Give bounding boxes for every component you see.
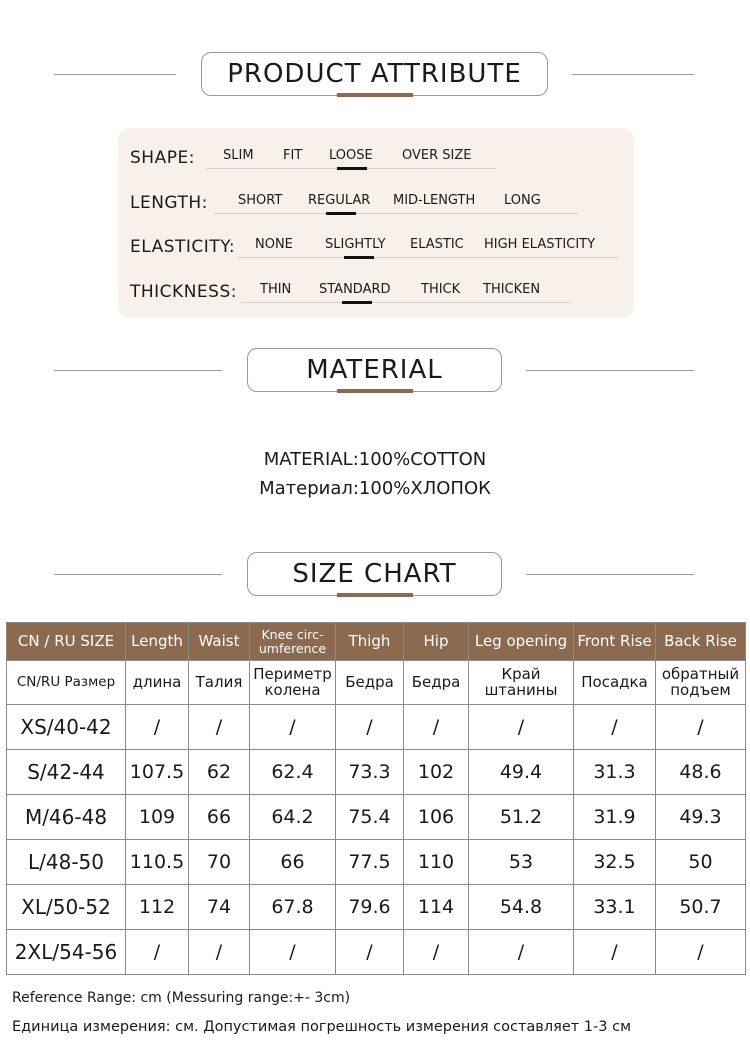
column-header-ru: Бедра bbox=[336, 661, 404, 705]
table-cell: 73.3 bbox=[336, 750, 404, 795]
attr-option: HIGH ELASTICITY bbox=[484, 237, 596, 252]
column-header: Back Rise bbox=[656, 623, 746, 661]
title-accent bbox=[337, 593, 413, 597]
table-cell: / bbox=[336, 930, 404, 975]
column-header: Thigh bbox=[336, 623, 404, 661]
size-chart-table bbox=[6, 622, 746, 975]
material-title-text: MATERIAL bbox=[306, 355, 443, 385]
table-cell: 64.2 bbox=[250, 795, 336, 840]
table-cell: / bbox=[404, 930, 469, 975]
size-chart-title bbox=[247, 552, 502, 596]
attr-label: ELASTICITY: bbox=[130, 237, 236, 257]
table-row bbox=[7, 840, 746, 885]
table-row bbox=[7, 885, 746, 930]
size-cell: XL/50-52 bbox=[7, 885, 126, 930]
table-cell: / bbox=[656, 705, 746, 750]
attr-option: THICK bbox=[421, 282, 461, 297]
column-header-ru: Бедра bbox=[404, 661, 469, 705]
attr-row-length bbox=[118, 187, 634, 217]
column-header-ru: Посадка bbox=[574, 661, 656, 705]
table-cell: / bbox=[189, 705, 250, 750]
attr-option: NONE bbox=[255, 237, 293, 252]
attr-option-selected: LOOSE bbox=[329, 148, 373, 163]
table-cell: 49.4 bbox=[469, 750, 574, 795]
table-cell: / bbox=[469, 930, 574, 975]
table-cell: / bbox=[469, 705, 574, 750]
attr-option: MID-LENGTH bbox=[393, 193, 476, 208]
material-header bbox=[0, 348, 750, 398]
table-cell: 66 bbox=[189, 795, 250, 840]
table-cell: / bbox=[656, 930, 746, 975]
table-cell: 110.5 bbox=[126, 840, 189, 885]
column-header: Knee circ-umference bbox=[250, 623, 336, 661]
table-cell: 79.6 bbox=[336, 885, 404, 930]
table-cell: 70 bbox=[189, 840, 250, 885]
table-cell: / bbox=[574, 930, 656, 975]
selected-marker bbox=[337, 167, 367, 170]
divider-right bbox=[572, 74, 694, 75]
attr-option: OVER SIZE bbox=[402, 148, 472, 163]
divider-left bbox=[54, 74, 176, 75]
table-row bbox=[7, 795, 746, 840]
table-cell: 77.5 bbox=[336, 840, 404, 885]
measurement-note-ru: Единица измерения: см. Допустимая погрешность измерения составляет 1-3 см bbox=[12, 1019, 632, 1035]
size-cell: L/48-50 bbox=[7, 840, 126, 885]
attr-option: SHORT bbox=[238, 193, 283, 208]
material-title bbox=[247, 348, 502, 392]
selected-marker bbox=[326, 212, 356, 215]
table-cell: / bbox=[250, 705, 336, 750]
column-header-ru: Край штанины bbox=[469, 661, 574, 705]
attr-rule bbox=[238, 257, 618, 258]
table-row bbox=[7, 705, 746, 750]
column-header-ru: длина bbox=[126, 661, 189, 705]
attr-rule bbox=[241, 302, 571, 303]
table-row bbox=[7, 930, 746, 975]
attr-row-thickness bbox=[118, 276, 634, 306]
attr-label: SHAPE: bbox=[130, 148, 195, 168]
title-accent bbox=[337, 389, 413, 393]
table-cell: 51.2 bbox=[469, 795, 574, 840]
attr-option: LONG bbox=[504, 193, 541, 208]
selected-marker bbox=[342, 301, 372, 304]
divider-right bbox=[526, 574, 694, 575]
attr-row-shape bbox=[118, 142, 634, 172]
title-accent bbox=[337, 93, 413, 97]
column-header-ru: Талия bbox=[189, 661, 250, 705]
divider-left bbox=[54, 574, 222, 575]
product-attribute-title bbox=[201, 52, 548, 96]
table-row bbox=[7, 750, 746, 795]
table-cell: / bbox=[336, 705, 404, 750]
table-cell: 48.6 bbox=[656, 750, 746, 795]
size-chart-header bbox=[0, 552, 750, 602]
header-row-ru bbox=[7, 661, 746, 705]
column-header: Waist bbox=[189, 623, 250, 661]
table-cell: 62 bbox=[189, 750, 250, 795]
table-cell: 112 bbox=[126, 885, 189, 930]
product-attribute-header bbox=[0, 52, 750, 102]
table-cell: 67.8 bbox=[250, 885, 336, 930]
table-cell: 31.9 bbox=[574, 795, 656, 840]
size-cell: S/42-44 bbox=[7, 750, 126, 795]
table-cell: 50.7 bbox=[656, 885, 746, 930]
size-cell: XS/40-42 bbox=[7, 705, 126, 750]
attr-option: ELASTIC bbox=[410, 237, 464, 252]
attr-option: THICKEN bbox=[483, 282, 541, 297]
column-header: CN / RU SIZE bbox=[7, 623, 126, 661]
column-header: Leg opening bbox=[469, 623, 574, 661]
attr-row-elasticity bbox=[118, 231, 634, 261]
column-header: Length bbox=[126, 623, 189, 661]
attr-option-selected: STANDARD bbox=[319, 282, 391, 297]
table-cell: / bbox=[250, 930, 336, 975]
column-header-ru: обратный подъем bbox=[656, 661, 746, 705]
table-cell: 110 bbox=[404, 840, 469, 885]
table-cell: 102 bbox=[404, 750, 469, 795]
table-cell: / bbox=[404, 705, 469, 750]
table-cell: 49.3 bbox=[656, 795, 746, 840]
selected-marker bbox=[344, 256, 374, 259]
table-cell: 33.1 bbox=[574, 885, 656, 930]
attr-label: THICKNESS: bbox=[130, 282, 237, 302]
size-chart-title-text: SIZE CHART bbox=[292, 559, 457, 589]
table-cell: / bbox=[126, 930, 189, 975]
table-cell: 54.8 bbox=[469, 885, 574, 930]
table-cell: / bbox=[574, 705, 656, 750]
column-header-ru: Периметр колена bbox=[250, 661, 336, 705]
product-attribute-title-text: PRODUCT ATTRIBUTE bbox=[227, 59, 522, 89]
attr-option: FIT bbox=[283, 148, 303, 163]
material-line-ru: Материал:100%ХЛОПОК bbox=[259, 478, 491, 499]
table-cell: / bbox=[189, 930, 250, 975]
column-header-ru: CN/RU Размер bbox=[7, 661, 126, 705]
table-cell: 50 bbox=[656, 840, 746, 885]
attr-option: THIN bbox=[260, 282, 292, 297]
table-cell: 114 bbox=[404, 885, 469, 930]
column-header: Hip bbox=[404, 623, 469, 661]
attr-option-selected: SLIGHTLY bbox=[325, 237, 386, 252]
divider-left bbox=[54, 370, 222, 371]
table-cell: 109 bbox=[126, 795, 189, 840]
attr-label: LENGTH: bbox=[130, 193, 208, 213]
attribute-panel bbox=[118, 128, 634, 318]
table-cell: 62.4 bbox=[250, 750, 336, 795]
table-cell: 31.3 bbox=[574, 750, 656, 795]
table-cell: 107.5 bbox=[126, 750, 189, 795]
table-cell: 53 bbox=[469, 840, 574, 885]
table-cell: / bbox=[126, 705, 189, 750]
table-cell: 74 bbox=[189, 885, 250, 930]
column-header: Front Rise bbox=[574, 623, 656, 661]
header-row-en bbox=[7, 623, 746, 661]
size-cell: 2XL/54-56 bbox=[7, 930, 126, 975]
table-cell: 106 bbox=[404, 795, 469, 840]
size-cell: M/46-48 bbox=[7, 795, 126, 840]
table-cell: 32.5 bbox=[574, 840, 656, 885]
table-cell: 66 bbox=[250, 840, 336, 885]
reference-range-note: Reference Range: cm (Messuring range:+- 3cm) bbox=[12, 990, 351, 1006]
table-cell: 75.4 bbox=[336, 795, 404, 840]
attr-rule bbox=[214, 213, 578, 214]
attr-option-selected: REGULAR bbox=[308, 193, 371, 208]
divider-right bbox=[526, 370, 694, 371]
material-line-en: MATERIAL:100%COTTON bbox=[263, 449, 487, 470]
attr-option: SLIM bbox=[223, 148, 254, 163]
